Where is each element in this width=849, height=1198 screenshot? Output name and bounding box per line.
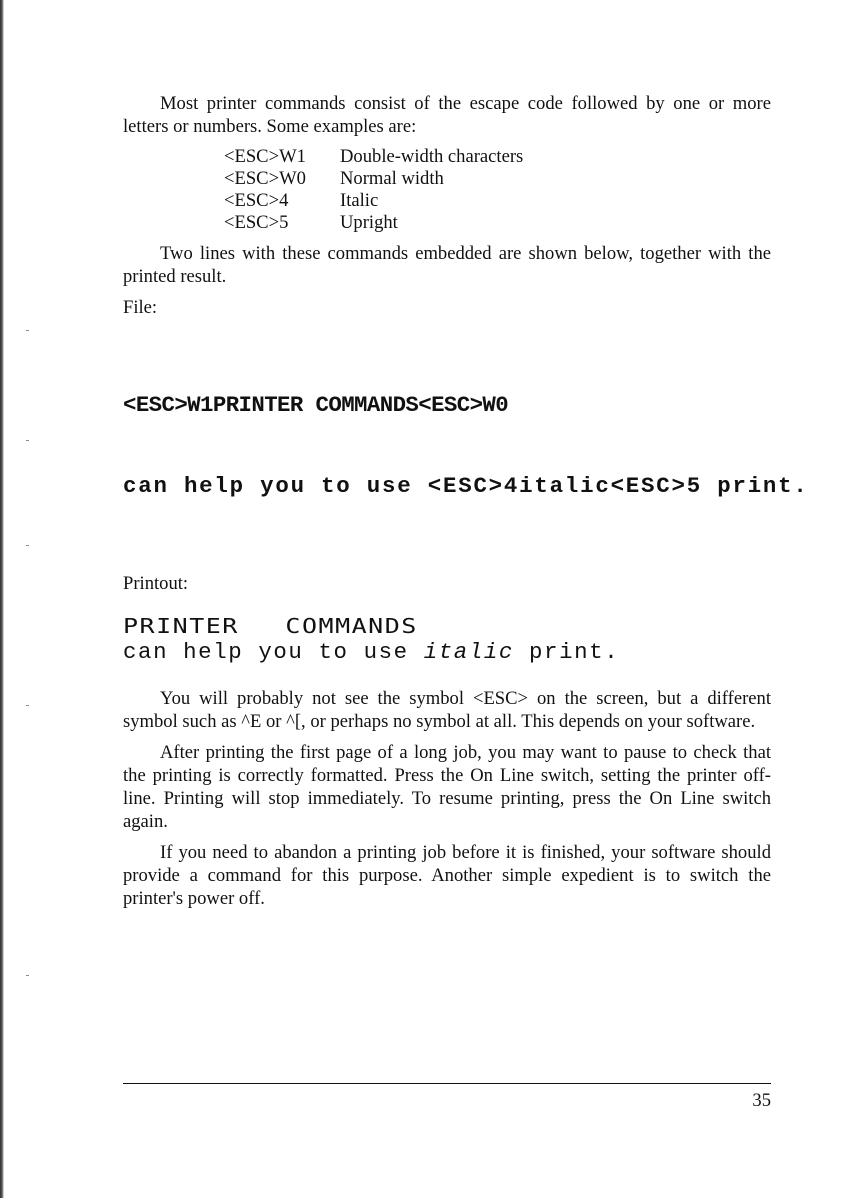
printout-italic-text: italic: [423, 639, 514, 665]
printout-upright-text: can help you to use: [123, 639, 424, 665]
command-row: [224, 168, 771, 190]
abandon-paragraph: If you need to abandon a printing job before it is finished, your software should provide a command for this purpose. Another simple expedient is to switch the printer's power off.: [123, 842, 771, 909]
command-description: Italic: [340, 190, 379, 211]
command-description: Upright: [340, 212, 398, 233]
command-row: [224, 146, 771, 168]
command-examples-table: [224, 146, 771, 234]
command-code: <ESC>4: [224, 190, 289, 211]
margin-speck: [26, 440, 29, 441]
footer-rule: [123, 1083, 771, 1084]
command-description: Double-width characters: [340, 146, 524, 167]
command-code: <ESC>5: [224, 212, 289, 233]
printout-upright-text: print.: [513, 639, 620, 665]
printout-line: [123, 639, 771, 666]
file-label: File:: [123, 297, 158, 318]
command-code: <ESC>W0: [224, 168, 306, 189]
margin-speck: [26, 975, 29, 976]
printout-example: [123, 615, 771, 666]
embedded-paragraph: Two lines with these commands embedded are shown below, together with the printed result.: [123, 243, 771, 287]
file-example-line: <ESC>W1PRINTER COMMANDS<ESC>W0: [123, 392, 509, 418]
margin-speck: [26, 545, 29, 546]
pause-paragraph: After printing the first page of a long job, you may want to pause to check that the printing is correctly formatted. Press the On Line switch, setting the printer off-line. Printing will stop immediately. To resume printing, press the On Line switch again.: [123, 742, 771, 832]
page-body: [123, 92, 809, 918]
command-row: [224, 190, 771, 212]
intro-paragraph: Most printer commands consist of the escape code followed by one or more letters or numbers. Some examples are:: [123, 93, 771, 137]
command-row: [224, 212, 771, 234]
file-example-line: can help you to use <ESC>4italic<ESC>5 print.: [123, 473, 809, 499]
command-code: <ESC>W1: [224, 146, 306, 167]
margin-speck: [26, 705, 29, 706]
page-binding-edge: [0, 0, 4, 1198]
symbol-paragraph: You will probably not see the symbol <ESC> on the screen, but a different symbol such as ^E or ^[, or perhaps no symbol at all. This depends on your software.: [123, 688, 771, 732]
printout-double-width-line: PRINTER COMMANDS: [123, 614, 418, 638]
printout-label: Printout:: [123, 573, 189, 594]
file-example: [123, 338, 809, 554]
margin-speck: [26, 330, 29, 331]
command-description: Normal width: [340, 168, 444, 189]
page-number: 35: [752, 1090, 771, 1111]
